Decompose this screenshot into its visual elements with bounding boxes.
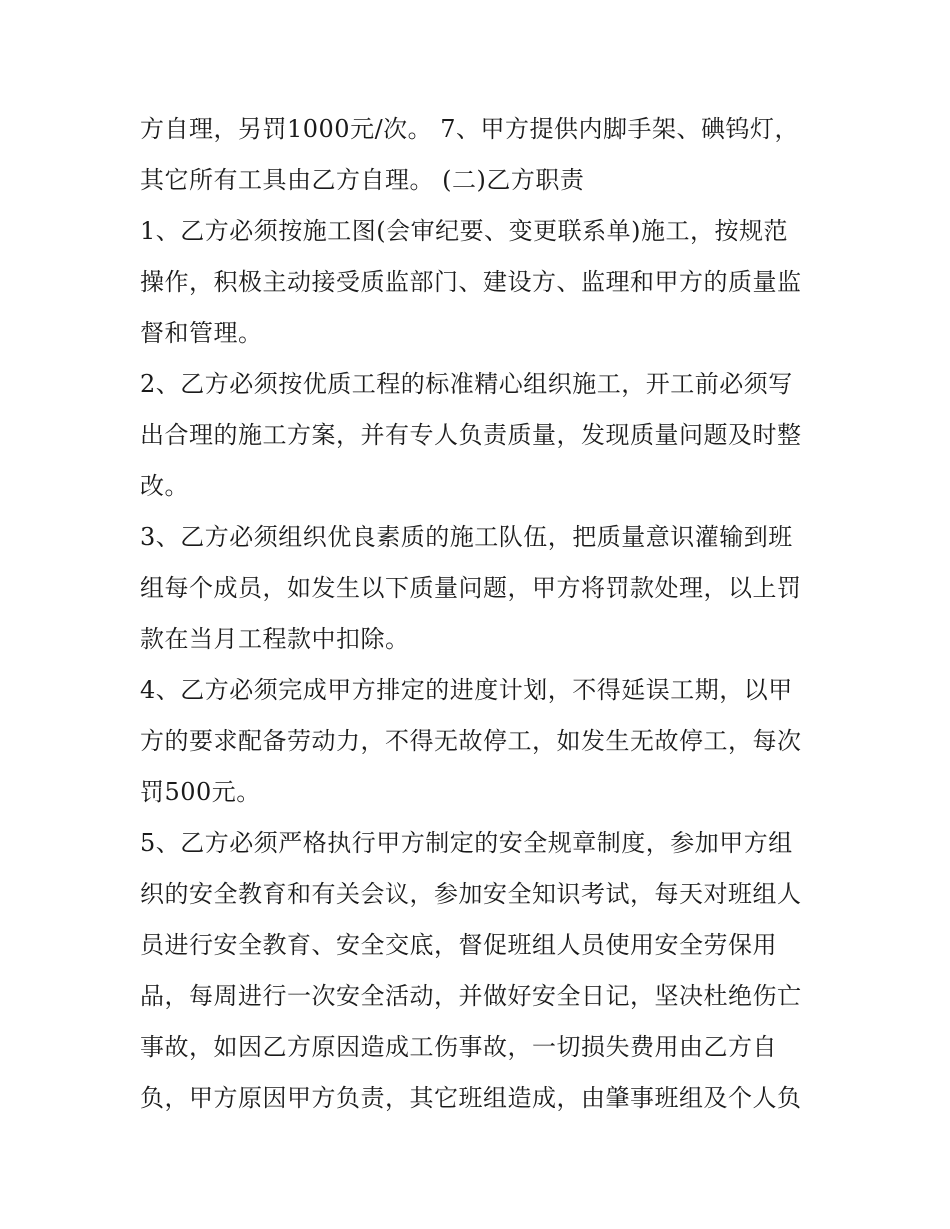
- text-line: 操作，积极主动接受质监部门、建设方、监理和甲方的质量监: [140, 268, 802, 296]
- text-line: 品，每周进行一次安全活动，并做好安全日记，坚决杜绝伤亡: [140, 982, 802, 1010]
- text-line: 方的要求配备劳动力，不得无故停工，如发生无故停工，每次: [140, 727, 802, 755]
- text-line: 款在当月工程款中扣除。: [140, 625, 410, 653]
- text-line: 2、乙方必须按优质工程的标准精心组织施工，开工前必须写: [140, 370, 793, 398]
- text-line: 督和管理。: [140, 319, 263, 347]
- text-line: 改。: [140, 472, 189, 500]
- text-line: 组每个成员，如发生以下质量问题，甲方将罚款处理，以上罚: [140, 574, 802, 602]
- text-line: 1、乙方必须按施工图(会审纪要、变更联系单)施工，按规范: [140, 217, 788, 245]
- text-line: 员进行安全教育、安全交底，督促班组人员使用安全劳保用: [140, 931, 777, 959]
- text-line: 织的安全教育和有关会议，参加安全知识考试，每天对班组人: [140, 880, 802, 908]
- text-line: 其它所有工具由乙方自理。 (二)乙方职责: [140, 166, 585, 194]
- text-line: 5、乙方必须严格执行甲方制定的安全规章制度，参加甲方组: [140, 829, 793, 857]
- text-line: 4、乙方必须完成甲方排定的进度计划，不得延误工期，以甲: [140, 676, 793, 704]
- text-line: 出合理的施工方案，并有专人负责质量，发现质量问题及时整: [140, 421, 802, 449]
- text-line: 3、乙方必须组织优良素质的施工队伍，把质量意识灌输到班: [140, 523, 793, 551]
- text-line: 事故，如因乙方原因造成工伤事故，一切损失费用由乙方自: [140, 1033, 777, 1061]
- text-line: 方自理，另罚1000元/次。 7、甲方提供内脚手架、碘钨灯，: [140, 115, 800, 143]
- text-line: 罚500元。: [140, 778, 261, 806]
- text-line: 负，甲方原因甲方负责，其它班组造成，由肇事班组及个人负: [140, 1084, 802, 1112]
- document-body: [140, 104, 830, 1124]
